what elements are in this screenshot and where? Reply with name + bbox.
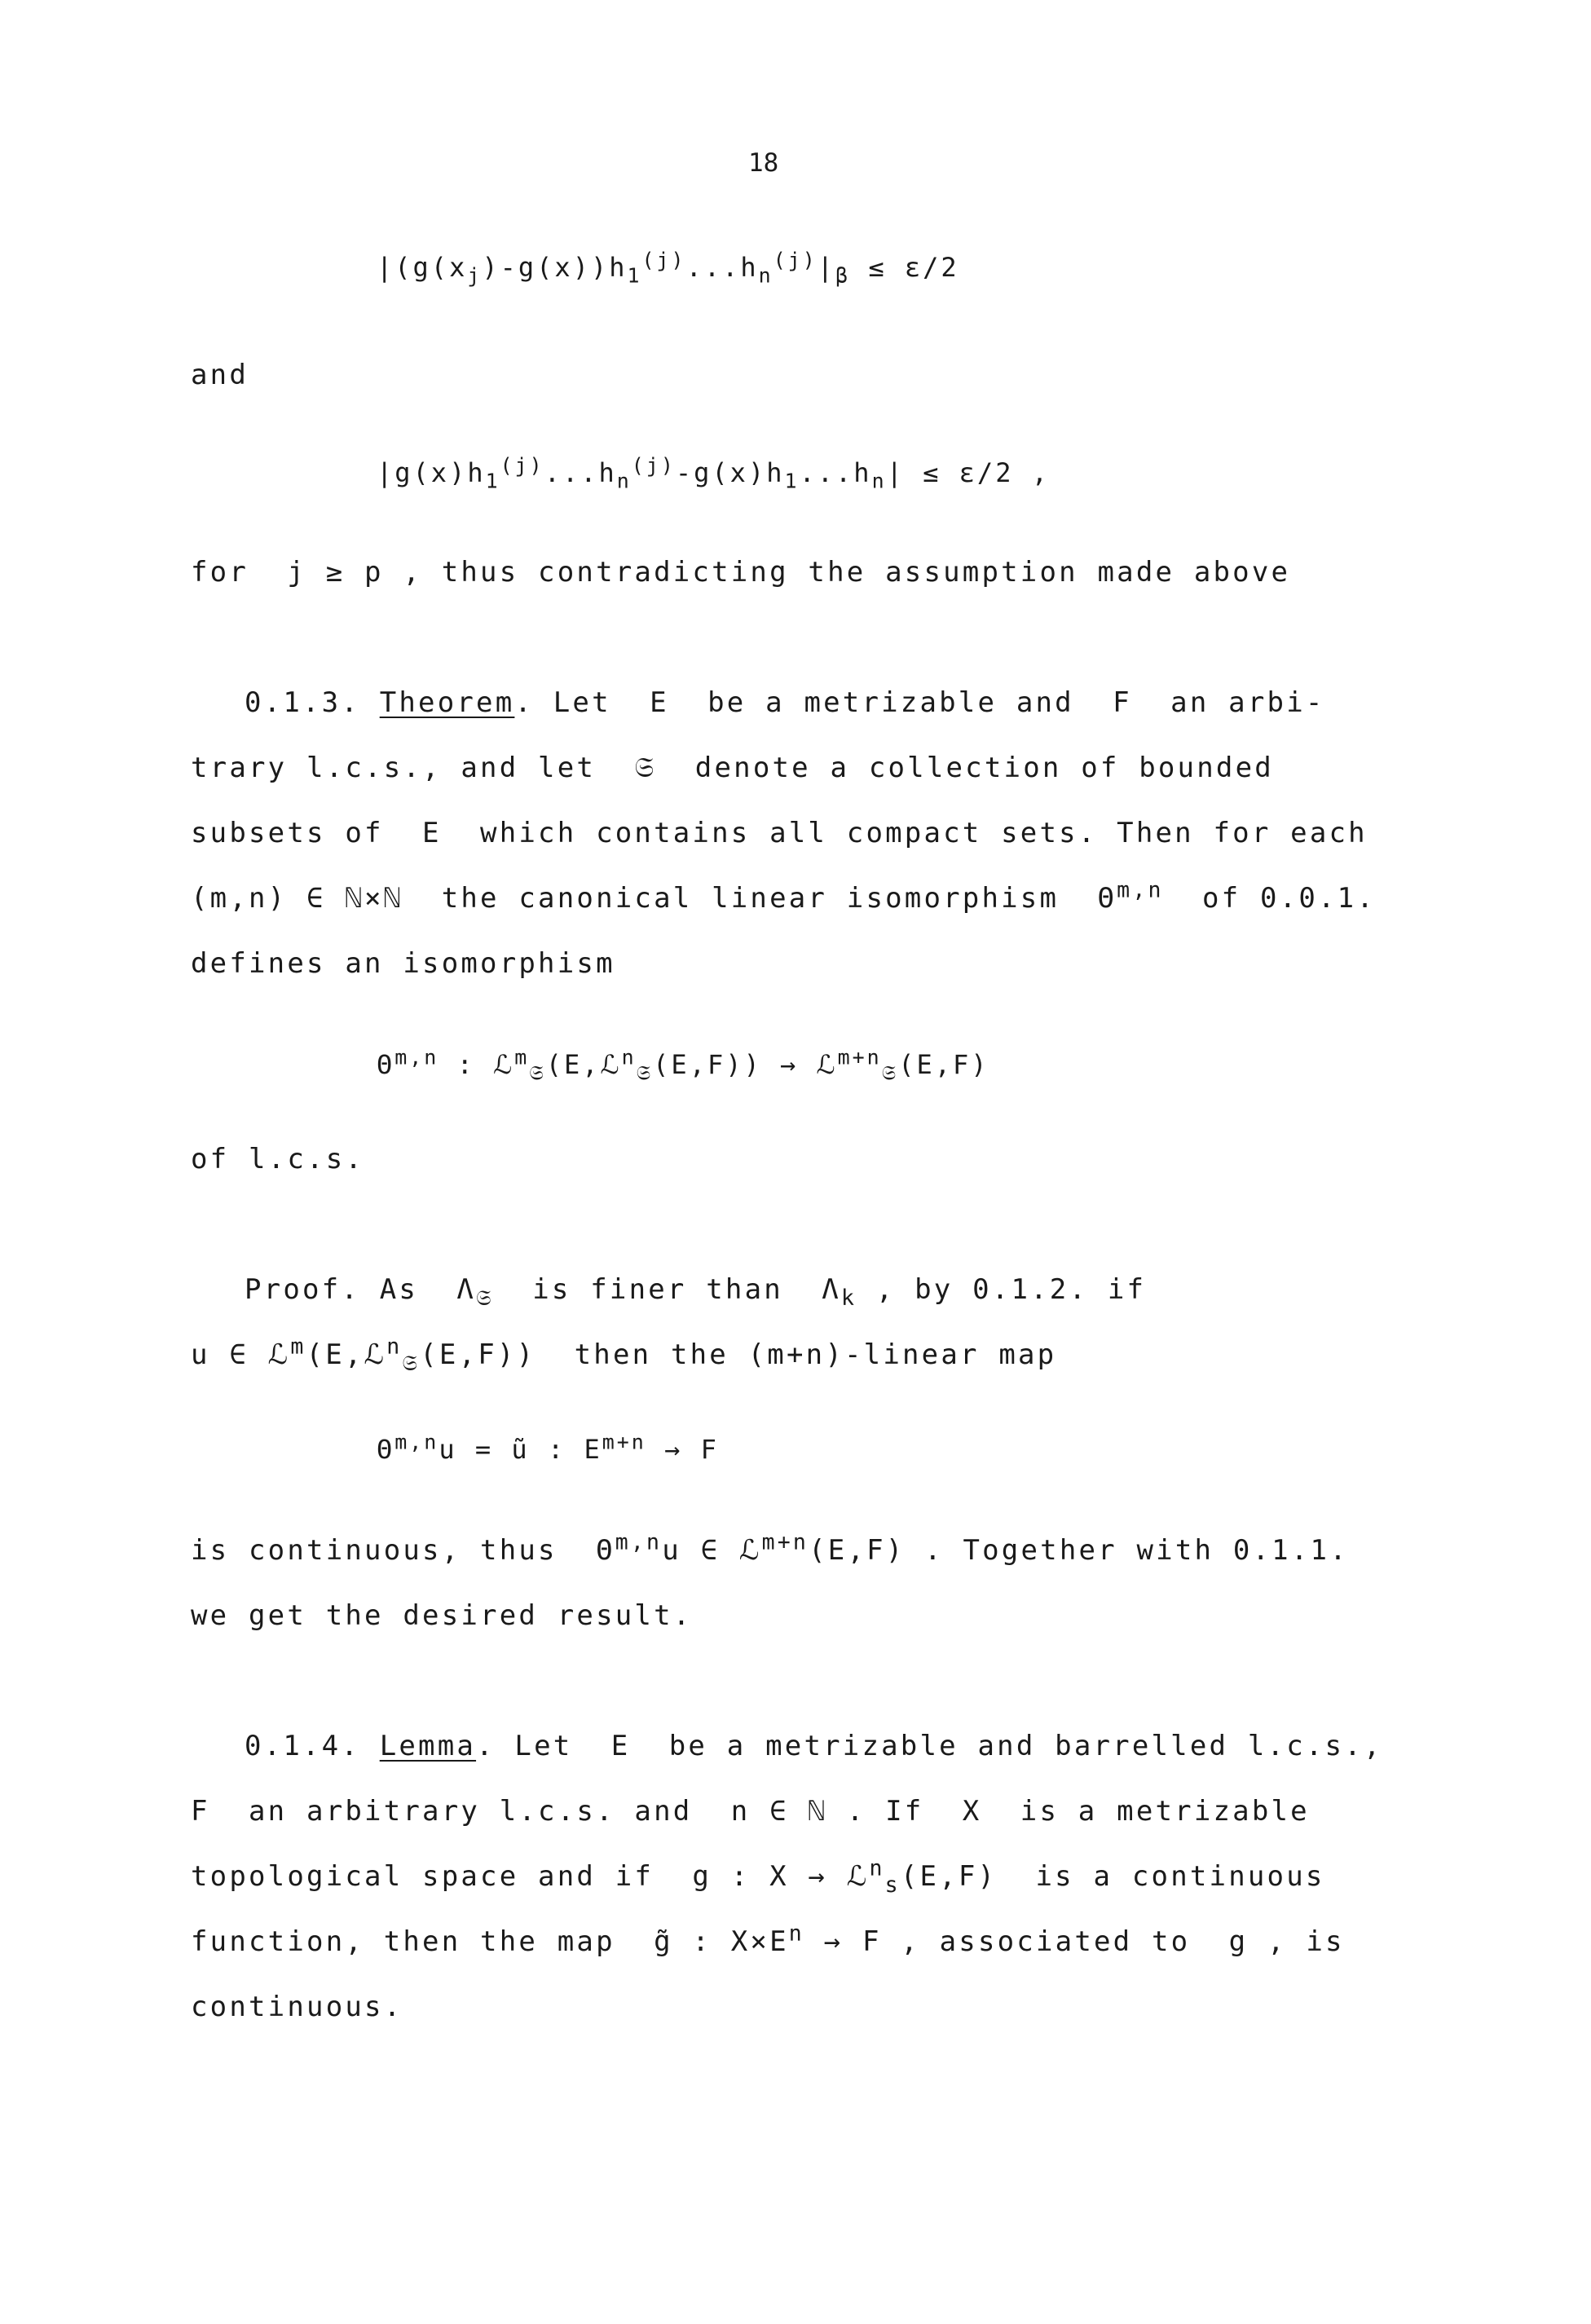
- formula-superscript: (j): [773, 248, 818, 272]
- proof-text: (E,F)) then the (m+n)-linear map: [420, 1338, 1057, 1371]
- proof-line-4: we get the desired result.: [191, 1599, 693, 1632]
- lemma-text: function, then the map g̃ : X×E: [191, 1925, 789, 1958]
- formula-subscript: n: [871, 469, 887, 493]
- formula-subscript: n: [616, 469, 632, 493]
- proof-superscript: m,n: [615, 1529, 663, 1555]
- formula-superscript: m: [514, 1045, 530, 1069]
- formula-text: ≤ ε/2: [850, 252, 959, 283]
- formula-superscript: m+n: [837, 1045, 882, 1069]
- formula-subscript: n: [758, 263, 773, 288]
- formula-text: |: [817, 252, 836, 283]
- formula-superscript: (j): [500, 453, 544, 478]
- formula-text: | ≤ ε/2 ,: [886, 457, 1050, 488]
- proof-subscript: 𝔖: [476, 1285, 494, 1311]
- lemma-line-5: continuous.: [191, 1991, 403, 2023]
- lemma-superscript: n: [869, 1855, 885, 1881]
- formula-text: Θ: [377, 1049, 395, 1080]
- theorem-line-3: subsets of E which contains all compact sets. Then for each: [191, 817, 1368, 849]
- lemma-line-4: [191, 1920, 1345, 1958]
- proof-text: , by 0.1.2. if: [857, 1273, 1147, 1306]
- theorem-line-4: [191, 877, 1377, 915]
- formula-text: ...h: [544, 457, 617, 488]
- formula-subscript: 1: [627, 263, 642, 288]
- formula-text: (E,F): [898, 1049, 989, 1080]
- theorem-superscript: m,n: [1117, 877, 1164, 903]
- formula-superscript: m,n: [394, 1430, 439, 1454]
- lemma-text: (E,F) is a continuous: [900, 1860, 1325, 1893]
- proof-text: is finer than Λ: [493, 1273, 841, 1306]
- proof-text: (E,ℒ: [306, 1338, 387, 1371]
- lemma-text: → F , associated to g , is: [804, 1925, 1345, 1958]
- theorem-text: (m,n) ∈ ℕ×ℕ the canonical linear isomorphism Θ: [191, 882, 1117, 915]
- proof-text: (E,F) . Together with 0.1.1.: [809, 1534, 1349, 1567]
- proof-subscript: k: [840, 1285, 857, 1311]
- inequality-formula-1: [377, 248, 959, 288]
- proof-text: Proof. As Λ: [245, 1273, 477, 1306]
- inequality-formula-2: [377, 453, 1050, 493]
- proof-superscript: m+n: [761, 1529, 809, 1555]
- formula-superscript: m+n: [602, 1430, 646, 1454]
- lemma-number: 0.1.4.: [245, 1730, 380, 1762]
- proof-text: is continuous, thus Θ: [191, 1534, 615, 1567]
- formula-text: |g(x)h: [377, 457, 486, 488]
- formula-text: ...h: [685, 252, 759, 283]
- formula-subscript: j: [467, 263, 483, 288]
- formula-text: )-g(x))h: [482, 252, 628, 283]
- theorem-line-2: trary l.c.s., and let 𝔖 denote a collection of bounded: [191, 752, 1274, 784]
- formula-text: → F: [646, 1434, 719, 1465]
- formula-text: (E,F)) → ℒ: [653, 1049, 838, 1080]
- theorem-line-5: defines an isomorphism: [191, 947, 615, 980]
- lemma-text: topological space and if g : X → ℒ: [191, 1860, 870, 1893]
- theorem-heading-line: [245, 686, 1325, 719]
- formula-subscript: β: [835, 263, 851, 288]
- lemma-text: . Let E be a metrizable and barrelled l.c.s.,: [476, 1730, 1383, 1762]
- formula-text: Θ: [377, 1434, 395, 1465]
- lemma-label: Lemma: [379, 1730, 477, 1762]
- theorem-text: . Let E be a metrizable and F an arbi-: [514, 686, 1325, 719]
- theorem-isomorphism-formula: [377, 1045, 989, 1085]
- formula-subscript: 𝔖: [881, 1061, 899, 1085]
- formula-text: -g(x)h: [675, 457, 785, 488]
- text-line-and: and: [191, 359, 249, 391]
- formula-text: |(g(x: [377, 252, 468, 283]
- lemma-line-2: F an arbitrary l.c.s. and n ∈ ℕ . If X is a metrizable: [191, 1795, 1310, 1828]
- theorem-label: Theorem: [379, 686, 515, 719]
- formula-subscript: 𝔖: [636, 1061, 654, 1085]
- formula-superscript: (j): [641, 248, 686, 272]
- theorem-number: 0.1.3.: [245, 686, 380, 719]
- proof-line-1: [245, 1273, 1147, 1311]
- formula-subscript: 𝔖: [529, 1061, 546, 1085]
- text-line-for-j: for j ≥ p , thus contradicting the assumption made above: [191, 556, 1291, 589]
- formula-text: u = ũ : E: [439, 1434, 602, 1465]
- formula-subscript: 1: [784, 469, 800, 493]
- proof-superscript: m: [290, 1334, 306, 1360]
- formula-superscript: (j): [631, 453, 676, 478]
- proof-text: u ∈ ℒ: [662, 1534, 762, 1567]
- formula-superscript: m,n: [394, 1045, 439, 1069]
- lemma-heading-line: [245, 1730, 1383, 1762]
- theorem-line-6: of l.c.s.: [191, 1143, 365, 1175]
- formula-text: ...h: [799, 457, 872, 488]
- lemma-line-3: [191, 1855, 1325, 1898]
- proof-text: u ∈ ℒ: [191, 1338, 291, 1371]
- formula-text: : ℒ: [439, 1049, 515, 1080]
- proof-map-formula: [377, 1430, 719, 1466]
- lemma-subscript: s: [884, 1872, 901, 1898]
- page-number: 18: [748, 148, 779, 178]
- lemma-superscript: n: [788, 1920, 804, 1947]
- formula-text: (E,ℒ: [545, 1049, 622, 1080]
- proof-line-2: [191, 1334, 1057, 1376]
- proof-line-3: [191, 1529, 1349, 1567]
- formula-superscript: n: [621, 1045, 637, 1069]
- formula-subscript: 1: [485, 469, 500, 493]
- proof-superscript: n: [386, 1334, 403, 1360]
- proof-subscript: 𝔖: [402, 1350, 421, 1376]
- theorem-text: of 0.0.1.: [1163, 882, 1377, 915]
